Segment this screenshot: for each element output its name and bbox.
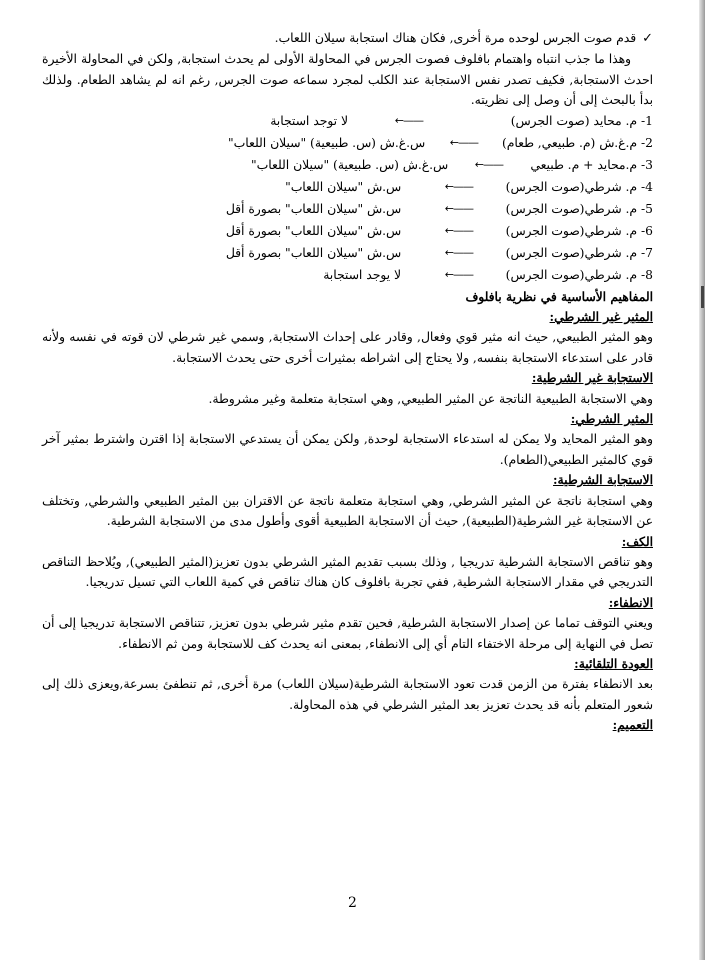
section-main-title: المفاهيم الأساسية في نظرية بافلوف <box>465 288 653 304</box>
text-unconditioned-response: وهي الاستجابة الطبيعية الناتجة عن المثير الطبيعي, وهي استجابة متعلمة وغير مشروطة. <box>208 391 653 406</box>
arrow-left-icon: ←—— <box>444 245 473 259</box>
text-unconditioned-stimulus: وهو المثير الطبيعي, حيث انه مثير قوي وفعال, وقادر على إحداث الاستجابة, وسمي غير شرطي لان قوته في نفسه ولأنه قادر على استدعاء الاستجابة بنفسه, ولا يحتاج إلى اشراطه بمثيرات أخرى حتى يحدث الاستجابة. <box>42 330 653 365</box>
step-stimulus: م. شرطي(صوت الجرس) <box>505 223 637 238</box>
step-stimulus: م. شرطي(صوت الجرس) <box>505 267 637 282</box>
heading-generalization: التعميم: <box>612 717 653 733</box>
step-row <box>42 177 653 199</box>
page-edge-mark <box>701 286 704 308</box>
heading-unconditioned-response: الاستجابة غير الشرطية: <box>531 370 653 386</box>
intro-line-1: قدم صوت الجرس لوحده مرة أخرى, فكان هناك استجابة سيلان اللعاب. <box>274 31 637 45</box>
step-stimulus: م. محايد (صوت الجرس) <box>510 113 637 128</box>
page-number: 2 <box>348 895 357 911</box>
heading-extinction: الانطفاء: <box>608 594 653 610</box>
step-row <box>42 133 653 155</box>
heading-spontaneous-recovery: العودة التلقائية: <box>574 655 653 671</box>
step-response: س.ش "سيلان اللعاب" بصورة أقل <box>225 201 401 216</box>
step-number: 6- <box>641 223 653 238</box>
step-number: 7- <box>641 245 653 260</box>
arrow-left-icon: ←—— <box>474 157 503 171</box>
step-response: س.ش "سيلان اللعاب" بصورة أقل <box>225 223 401 238</box>
step-row <box>42 221 653 243</box>
step-row <box>42 199 653 221</box>
intro-check-line <box>42 28 653 49</box>
heading-unconditioned-stimulus: المثير غير الشرطي: <box>549 309 653 325</box>
step-row <box>42 243 653 265</box>
text-conditioned-stimulus: وهو المثير المحايد ولا يمكن له استدعاء الاستجابة لوحدة, ولكن يمكن أن يستدعي الاستجابة إذا اقترن واشترط بمثير آخر قوي كالمثير الطبيعي(الطعام). <box>42 432 653 467</box>
conditioning-steps <box>42 111 653 287</box>
step-response: لا توجد استجابة <box>270 113 348 128</box>
page-edge-shadow <box>699 0 705 960</box>
arrow-left-icon: ←—— <box>394 113 423 127</box>
step-number: 2- <box>641 135 653 150</box>
step-stimulus: م.غ.ش (م. طبيعي, طعام) <box>501 135 637 150</box>
step-response: لا يوجد استجابة <box>323 267 401 282</box>
step-stimulus: م. شرطي(صوت الجرس) <box>505 179 637 194</box>
text-spontaneous-recovery: بعد الانطفاء بفترة من الزمن قدت تعود الاستجابة الشرطية(سيلان اللعاب) مرة أخرى, ثم تنطفئ بسرعة,ويعزى ذلك إلى شعور المتعلم بأنه قد يحدث تعزيز بعد المثير الشرطي في هذه المحاولة. <box>42 677 653 712</box>
step-response: س.ش "سيلان اللعاب" <box>285 179 401 194</box>
step-response: س.غ.ش (س. طبيعية) "سيلان اللعاب" <box>251 157 448 172</box>
step-stimulus: م.محايد + م. طبيعي <box>530 157 637 172</box>
step-stimulus: م. شرطي(صوت الجرس) <box>505 201 637 216</box>
step-row <box>42 265 653 287</box>
step-number: 3- <box>641 157 653 172</box>
arrow-left-icon: ←—— <box>444 201 473 215</box>
step-response: س.غ.ش (س. طبيعية) "سيلان اللعاب" <box>228 135 425 150</box>
step-number: 4- <box>641 179 653 194</box>
text-extinction: ويعني التوقف تماما عن إصدار الاستجابة الشرطية, فحين تقدم مثير شرطي بدون تعزيز, تتناقص الاستجابة تدريجيا إلى أن تصل في النهاية إلى مرحلة الاختفاء التام أي إلى الانطفاء, بمعنى انه يحدث كف للاستجابة ومن ثم الانطفاء. <box>42 616 653 651</box>
check-mark-icon: ✓ <box>642 31 653 46</box>
heading-inhibition: الكف: <box>621 533 653 549</box>
heading-conditioned-response: الاستجابة الشرطية: <box>553 472 653 488</box>
step-number: 1- <box>641 113 653 128</box>
step-number: 8- <box>641 267 653 282</box>
arrow-left-icon: ←—— <box>449 135 478 149</box>
heading-conditioned-stimulus: المثير الشرطي: <box>570 411 653 427</box>
arrow-left-icon: ←—— <box>444 179 473 193</box>
intro-paragraph: وهذا ما جذب انتباه واهتمام بافلوف فصوت الجرس في المحاولة الأولى لم يحدث استجابة, ولكن في المحاولة الأخيرة احدث الاستجابة, فكيف تصدر نفس الاستجابة عند الكلب لمجرد سماعه صوت الجرس, رغم انه لم يشاهد الطعام. ولذلك بدأ بالبحث إلى أن وصل إلى نظريته. <box>42 52 653 108</box>
arrow-left-icon: ←—— <box>444 267 473 281</box>
step-row <box>42 155 653 177</box>
text-conditioned-response: وهي استجابة ناتجة عن المثير الشرطي, وهي استجابة متعلمة ناتجة عن الاقتران بين المثير الطبيعي والشرطي, وتختلف عن الاستجابة غير الشرطية(الطبيعية), حيث أن الاستجابة الطبيعية أقوى وأطول مدى من الاستجابة الشرطية. <box>42 493 653 529</box>
text-inhibition: وهو تناقص الاستجابة الشرطية تدريجيا , وذلك بسبب تقديم المثير الشرطي بدون تعزيز(المثير الطبيعي), ويُلاحظ التناقص التدريجي في مقدار الاستجابة الشرطية, ففي تجربة بافلوف كان هناك تناقص في كمية اللعاب التي تسيل تدريجيا. <box>42 554 653 590</box>
step-response: س.ش "سيلان اللعاب" بصورة أقل <box>225 245 401 260</box>
step-row <box>42 111 653 133</box>
step-number: 5- <box>641 201 653 216</box>
arrow-left-icon: ←—— <box>444 223 473 237</box>
step-stimulus: م. شرطي(صوت الجرس) <box>505 245 637 260</box>
